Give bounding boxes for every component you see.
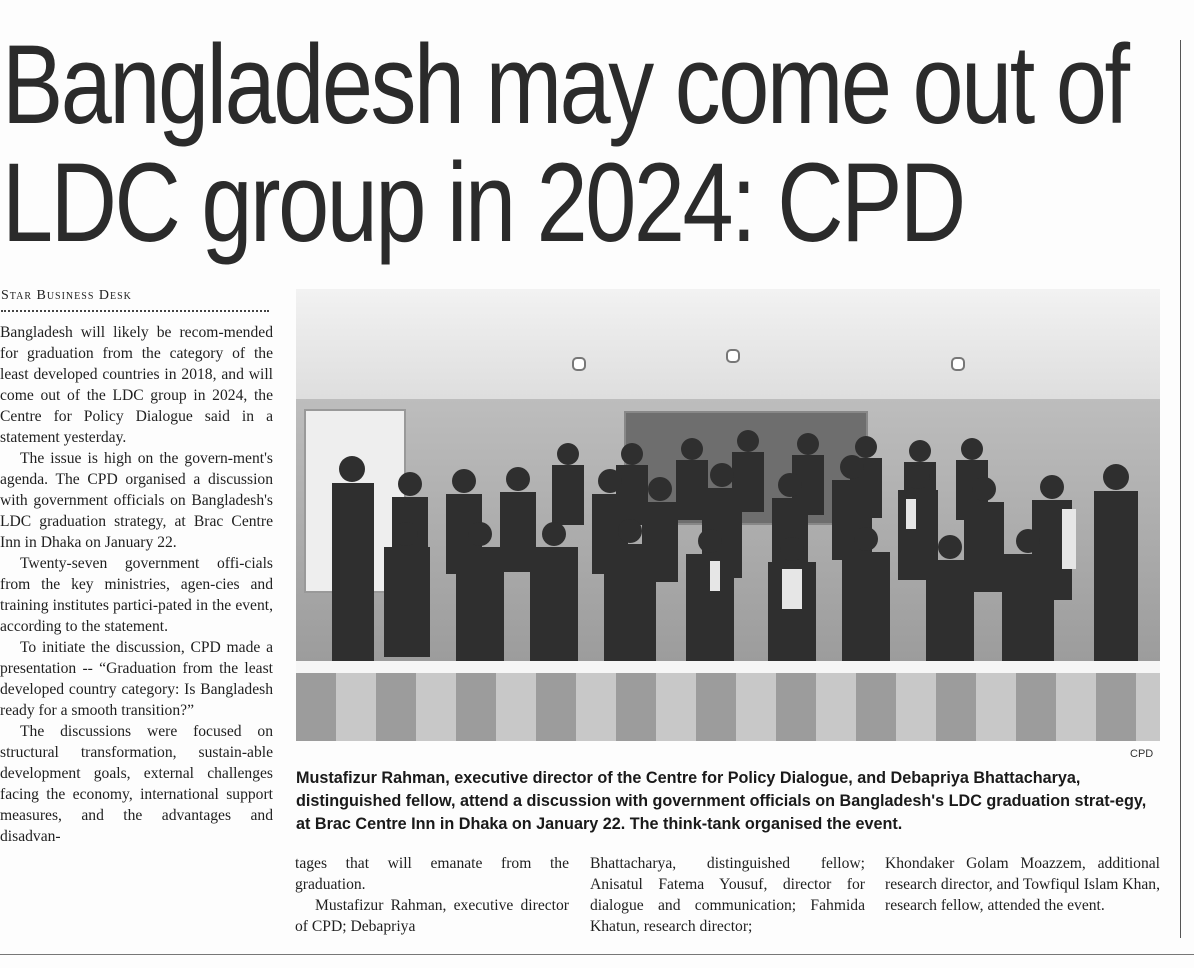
- paragraph: tages that will emanate from the graduation.: [295, 855, 569, 893]
- byline: Star Business Desk: [1, 288, 132, 303]
- headline: [2, 22, 1128, 265]
- paragraph: Bangladesh will likely be recom-mended for graduation from the category of the least developed countries in 2018, and will come out of the LDC group in 2024, the Centre for Policy Dialogue said in a statement yesterday.: [0, 324, 273, 446]
- article-column-4: [885, 853, 1160, 916]
- headline-line-1: Bangladesh may come out of: [2, 22, 1128, 147]
- photo-credit: CPD: [1130, 748, 1154, 760]
- paragraph: Khondaker Golam Moazzem, additional research director, and Towfiqul Islam Khan, research fellow, attended the event.: [885, 855, 1160, 914]
- news-photo: [296, 289, 1160, 741]
- photo-caption: Mustafizur Rahman, executive director of the Centre for Policy Dialogue, and Debapriya Bhattacharya, distinguished fellow, attend a discussion with government officials on Bangladesh's LDC graduation strat-egy, at Brac Centre Inn in Dhaka on January 22. The think-tank organised the event.: [296, 769, 1147, 833]
- paragraph: The discussions were focused on structural transformation, sustain-able development goals, external challenges facing the economy, international support measures, and the advantages and disadvan-: [0, 723, 273, 845]
- paragraph: The issue is high on the govern-ment's agenda. The CPD organised a discussion with government officials on Bangladesh's LDC graduation strategy, at Brac Centre Inn in Dhaka on January 22.: [0, 450, 273, 551]
- paragraph: To initiate the discussion, CPD made a presentation -- “Graduation from the least developed country category: Is Bangladesh ready for a smooth transition?”: [0, 639, 273, 719]
- paragraph: Twenty-seven government offi-cials from the key ministries, agen-cies and training institutes partici-pated in the event, according to the statement.: [0, 555, 273, 635]
- table-skirt: [296, 661, 1160, 741]
- article-column-3: [590, 853, 865, 937]
- article-column-1: [0, 322, 273, 847]
- page-bottom-rule: [0, 954, 1194, 955]
- column-rule: [1180, 40, 1181, 938]
- paragraph: Bhattacharya, distinguished fellow; Anisatul Fatema Yousuf, director for dialogue and communication; Fahmida Khatun, research director;: [590, 855, 865, 935]
- paragraph: Mustafizur Rahman, executive director of CPD; Debapriya: [295, 897, 569, 935]
- byline-divider: [1, 310, 269, 312]
- headline-line-2: LDC group in 2024: CPD: [2, 140, 964, 265]
- article-column-2: [295, 853, 569, 937]
